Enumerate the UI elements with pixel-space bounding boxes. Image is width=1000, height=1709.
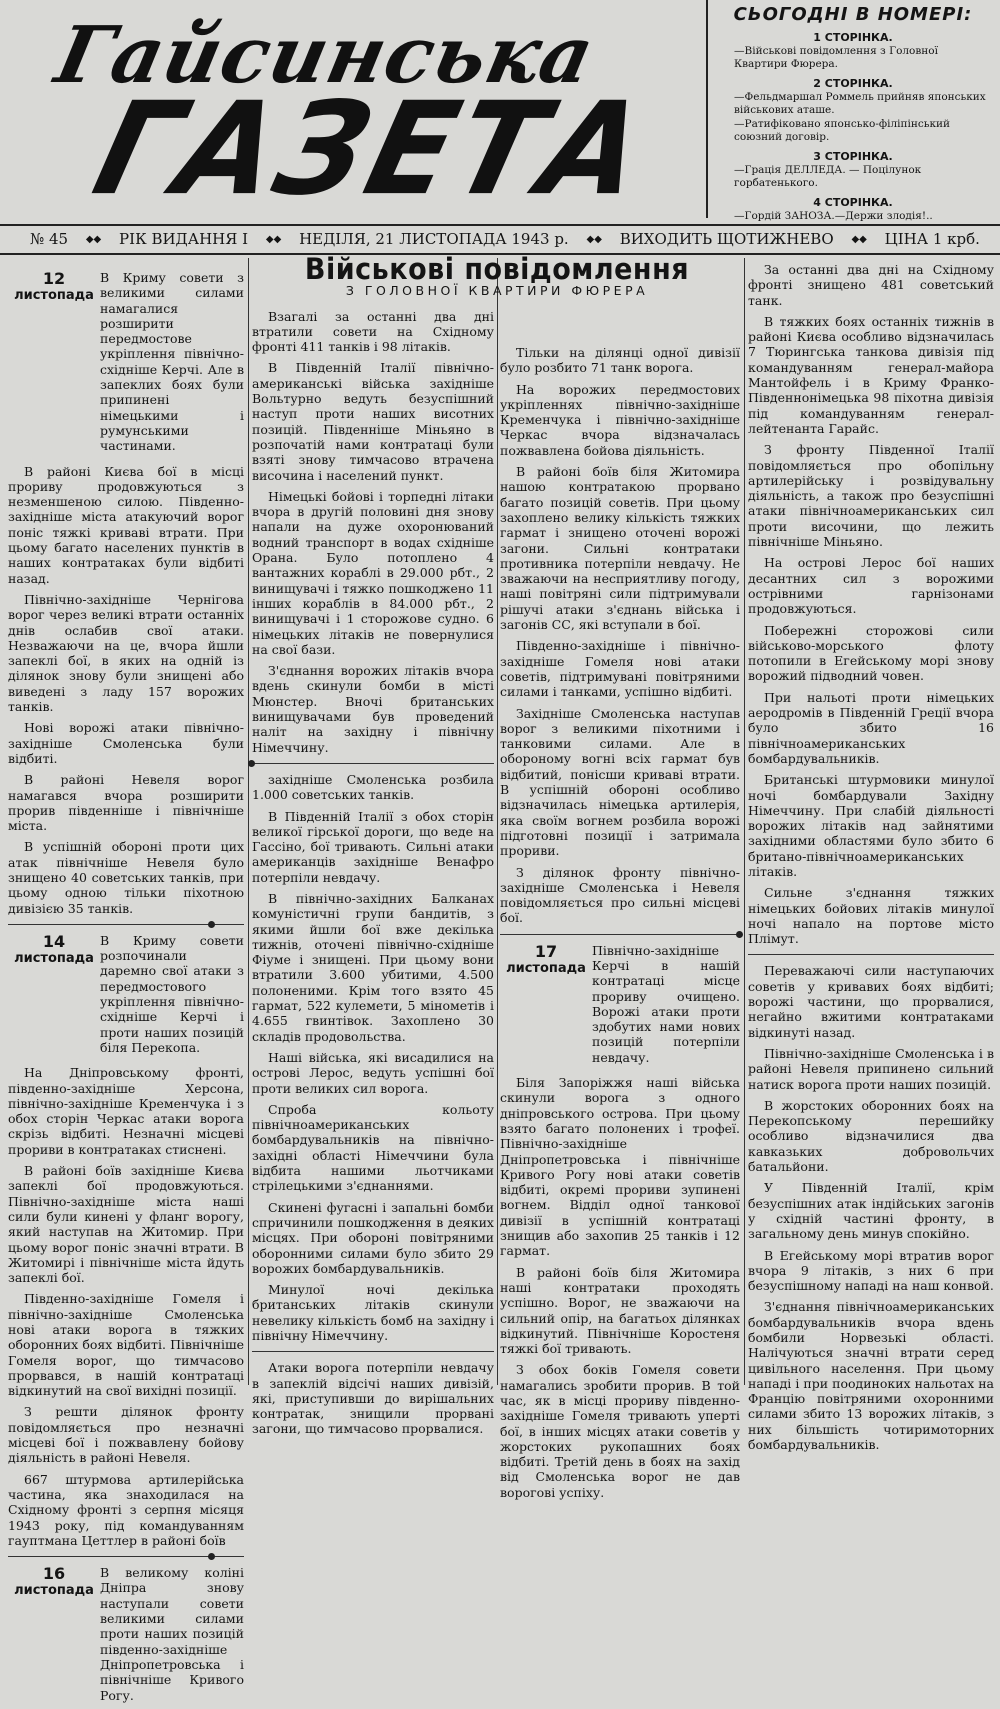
date-day: 14 bbox=[42, 931, 66, 951]
column-divider bbox=[744, 258, 745, 1385]
separator: ◆◆ bbox=[85, 233, 102, 245]
paragraph: західніше Смоленська розбила 1.000 советських танків. bbox=[252, 771, 494, 803]
article-subhead: З ГОЛОВНОЇ КВАРТИРИ ФЮРЕРА bbox=[345, 283, 649, 299]
toc-item: —Фельдмаршал Роммель прийняв японських військових аташе. bbox=[734, 91, 986, 116]
paragraph: В районі Києва бої в місці прориву продовжуються з незменшеною силою. Південно-західніше міста атакуючий ворог поніс тяжкі криваві втрати. При цьому багато населених пунктів в наших контратаках були відбиті назад. bbox=[8, 463, 244, 586]
paragraph: З'єднання північноамериканських бомбардувальників вчора вдень бомбили Норвезькі області. Налічуються значні втрати серед цивільного населення. При цьому нападі і при поодиноких нальотах на Францію повітряними охоронними силами збито 13 ворожих літаків, з них більшість чотиримоторних бомбардувальників. bbox=[748, 1299, 994, 1453]
paragraph: З фронту Південної Італії повідомляється про обопільну артилерійську і розвідувальну діяльність, а також про безуспішні атаки північноамериканських сил проти височини, що лежить північніше Міньяно. bbox=[748, 442, 994, 550]
toc-item: —Ратифіковано японсько-філіпінський союзний договір. bbox=[734, 118, 951, 143]
date-label bbox=[8, 1565, 100, 1709]
paragraph: В великому коліні Дніпра знову наступали совети великими силами проти наших позицій південно-західніше Дніпропетровська і північніше Кривого Рогу. bbox=[100, 1565, 244, 1703]
date-day: 16 bbox=[42, 1564, 66, 1584]
paragraph: Побережні сторожові сили військово-морського флоту потопили в Егейському морі знову ворожий підводний човен. bbox=[748, 622, 994, 684]
paragraph: На ворожих передмостових укріпленнях північно-західніше Кременчука і північно-західніше Черкас вчора відзначалась пожвавлена бойова діяльність. bbox=[500, 381, 740, 458]
paragraph: В тяжких боях останніх тижнів в районі Києва особливо відзначилась 7 Тюрингська танкова дивізія під командуванням генерал-майора Мантойфель і в Криму Франко-Південнонімецька 98 піхотна дивізія під командуванням генерал-лейтенанта Гарайс. bbox=[748, 313, 994, 436]
publication-frequency: ВИХОДИТЬ ЩОТИЖНЕВО bbox=[619, 230, 834, 248]
paragraph: Наші війська, які висадилися на острові Лерос, ведуть успішні бої проти великих сил ворога. bbox=[252, 1049, 494, 1096]
date-day: 17 bbox=[534, 941, 558, 961]
paragraph: Скинені фугасні і запальні бомби спричинили пошкодження в деяких місцях. При обороні повітряними оборонними силами було збито 29 ворожих бомбардувальників. bbox=[252, 1199, 494, 1276]
toc-page-label: 2 СТОРІНКА. bbox=[813, 77, 893, 90]
section-divider bbox=[252, 1351, 494, 1352]
paragraph: На острові Лерос бої наших десантних сил з ворожими острівними гарнізонами продовжуються. bbox=[748, 555, 994, 617]
issue-price: ЦІНА 1 крб. bbox=[884, 230, 980, 248]
paragraph: З ділянок фронту північно-західніше Смоленська і Невеля повідомляється про сильні місцеві бої. bbox=[500, 864, 740, 926]
paragraph: В Південній Італії з обох сторін великої гірської дороги, що веде на Гассіно, бої тривають. Сильні атаки американців західніше Венафро потерпіли невдачу. bbox=[252, 808, 494, 885]
date-label bbox=[8, 270, 100, 460]
paragraph: Сильне з'єднання тяжких німецьких бойових літаків минулої ночі напало на портове місто Плімут. bbox=[748, 885, 994, 947]
date-entry-17 bbox=[500, 943, 740, 1071]
masthead bbox=[30, 0, 710, 222]
paragraph: В районі боїв західніше Києва запеклі бої продовжуються. Північно-західніше міста наші сили були кинені у фланг ворогу, який наступав на Житомир. При цьому ворог поніс значні втрати. В Житомирі і північніше міста йдуть запеклі бої. bbox=[8, 1163, 244, 1286]
section-divider bbox=[8, 1556, 244, 1557]
paragraph: Західніше Смоленська наступав ворог з великими піхотними і танковими силами. Але в обороному вогні всіх гармат був відбитий, понісши криваві втрати. В успішній обороні особливо відзначилась німецька артилерія, яка своїм вогнем розбила ворожі підготовні позиції і затримала прориви. bbox=[500, 705, 740, 859]
paragraph: Південно-західніше Гомеля і північно-західніше Смоленська нові атаки ворога в тяжких оборонних боях відбиті. Північніше Гомеля ворог, що тимчасово прорвався, в нашій контратаці відкинутий на свої вихідні позиції. bbox=[8, 1291, 244, 1399]
paragraph: Німецькі бойові і торпедні літаки вчора в другій половині дня знову напали на дуже охоронюваний водний транспорт в водах східніше Орана. Було потоплено 4 вантажних кораблі в 29.000 рбт., 2 винищувачі і тяжко пошкоджено 11 інших кораблів в 84.000 рбт., 2 винищувачі і 1 сторожове судно. 6 німецьких літаків не повернулися на свої бази. bbox=[252, 488, 494, 657]
toc-page-label: 1 СТОРІНКА. bbox=[813, 31, 893, 44]
paragraph: За останні два дні на Східному фронті знищено 481 советський танк. bbox=[748, 262, 994, 308]
paragraph: В районі Невеля ворог намагався вчора розширити прорив південніше і північніше міста. bbox=[8, 772, 244, 834]
paragraph: Взагалі за останні два дні втратили совети на Східному фронті 411 танків і 98 літаків. bbox=[252, 308, 494, 355]
separator: ◆◆ bbox=[851, 233, 867, 245]
paragraph: В жорстоких оборонних боях на Перекопському перешийку особливо відзначилися два кавказьких добровольчих батальйони. bbox=[748, 1097, 994, 1175]
date-entry-14 bbox=[8, 933, 244, 1061]
publication-year: РІК ВИДАННЯ І bbox=[119, 230, 249, 248]
paragraph: З решти ділянок фронту повідомляється про незначні місцеві бої і пожвавлену бойову діяльність в районі Невеля. bbox=[8, 1404, 244, 1466]
date-label bbox=[8, 933, 100, 1061]
date-month: листопада bbox=[14, 1583, 94, 1599]
issue-info-bar bbox=[30, 228, 980, 250]
paragraph: З'єднання ворожих літаків вчора вдень скинули бомби в місті Мюнстер. Вночі британських винищувачами був проведений наліт на західну і північну Німеччину. bbox=[252, 663, 494, 755]
masthead-title-line2: ГАЗЕТА bbox=[81, 74, 663, 224]
article-headline: Військові повідомлення bbox=[304, 252, 690, 287]
paragraph: З обох боків Гомеля совети намагались зробити прорив. В той час, як в місці прориву південно-західніше Гомеля тривають уперті бої, в інших місцях атаки советів у жорстоких рукопашних боях відбиті. Третій день в боях на захід від Смоленська ворог не дав ворогові успіху. bbox=[500, 1362, 740, 1500]
paragraph: В Криму совети розпочинали даремно свої атаки з передмостового укріплення північно-східніше Керчі і проти наших позицій біля Перекопа. bbox=[100, 932, 244, 1055]
toc-page-label: 3 СТОРІНКА. bbox=[813, 150, 893, 163]
paragraph: Британські штурмовики минулої ночі бомбардували Західну Німеччину. При слабій діяльності ворожих літаків над зайнятими західними областями було збито 6 британо-північноамериканських літаків. bbox=[748, 772, 994, 879]
paragraph: В районі боїв біля Житомира наші контратаки проходять успішно. Ворог, не зважаючи на сильний опір, на багатьох ділянках відкинутий. Північніше Коростеня тяжкі бої тривають. bbox=[500, 1264, 740, 1357]
issue-date: НЕДІЛЯ, 21 ЛИСТОПАДА 1943 р. bbox=[299, 230, 569, 248]
paragraph: Минулої ночі декілька британських літаків скинули невелику кількість бомб на західну і північну Німеччину. bbox=[252, 1282, 494, 1343]
column-3 bbox=[500, 345, 740, 1500]
column-4 bbox=[748, 262, 994, 1453]
contents-title: СЬОГОДНІ В НОМЕРІ: bbox=[733, 4, 973, 25]
date-entry-16 bbox=[8, 1565, 244, 1709]
date-entry-12 bbox=[8, 270, 244, 460]
separator: ◆◆ bbox=[586, 233, 602, 245]
paragraph: В Криму совети з великими силами намагалися розширити передмостове укріплення північно-східніше Керчі. Але в запеклих боях були припинені німецькими і румунськими частинами. bbox=[100, 270, 244, 454]
top-rule bbox=[0, 224, 1000, 226]
paragraph: В успішній обороні проти цих атак північніше Невеля було знищено 40 советських танків, при цьому одною тільки піхотною дивізією 35 танків. bbox=[8, 839, 244, 916]
issue-number: № 45 bbox=[30, 230, 69, 248]
paragraph: Біля Запоріжжя наші війська скинули ворога з одного дніпровського острова. При цьому взято багато полонених і трофеї. Північно-західніше Дніпропетровська і північніше Кривого Рогу нові атаки советів відбиті, окремі прориви зупинені вогнем. Відділ одної танкової дивізії в успішній контратаці знищив або захопив 25 танків і 12 гармат. bbox=[500, 1075, 740, 1259]
paragraph: В районі боїв біля Житомира нашою контратакою прорвано багато позицій советів. При цьому захоплено велику кількість тяжких гармат і знищено оточені ворожі загони. Сильні контратаки противника потерпіли невдачу. Не зважаючи на несприятливу погоду, наші повітряні сили підтримували рішучі атаки з'єднань війська і загонів СС, які вступали в бої. bbox=[500, 464, 740, 633]
date-label bbox=[500, 943, 592, 1071]
separator: ◆◆ bbox=[265, 233, 282, 245]
paragraph: В Егейському морі втратив ворог вчора 9 літаків, з них 6 при безуспішному нападі на наш конвой. bbox=[748, 1247, 994, 1294]
toc-item: —Грація ДЕЛЛЕДА. — Поцілунок горбатенького. bbox=[734, 164, 922, 189]
paragraph: Північно-західніше Смоленська і в районі Невеля припинено сильний натиск ворога проти наших позицій. bbox=[748, 1045, 994, 1092]
section-divider bbox=[748, 954, 994, 955]
toc-item: —Гордій ЗАНОЗА.—Держи злодія!.. bbox=[734, 210, 933, 222]
column-divider bbox=[248, 258, 249, 1385]
table-of-contents bbox=[706, 0, 998, 222]
paragraph: 667 штурмова артилерійська частина, яка знаходилася на Східному фронті з серпня місяця 1943 року, під командуванням гауптмана Цеттлер в районі боїв bbox=[8, 1471, 244, 1548]
paragraph: Спроба кольоту північноамериканських бомбардувальників на північно-західні області Німеччини була відбита нашими льотчиками стрілецькими з'єднаннями. bbox=[252, 1101, 494, 1194]
paragraph: Нові ворожі атаки північно-західніше Смоленська були відбиті. bbox=[8, 720, 244, 766]
masthead-title-line1: Гайсинська bbox=[48, 10, 603, 101]
paragraph: Північно-західніше Керчі в нашій контратаці місце прориву очищено. Ворожі атаки проти здобутих нами нових позицій потерпіли невдачу. bbox=[592, 942, 740, 1065]
paragraph: На Дніпровському фронті, південно-західніше Херсона, північно-західніше Кременчука і з обох сторін Черкас атаки ворога скрізь відбиті. Незначні місцеві прориви в контратаках стиснені. bbox=[8, 1065, 244, 1157]
paragraph: При нальоті проти німецьких аеродромів в Південній Греції вчора було збито 16 північноамериканських бомбардувальників. bbox=[748, 689, 994, 766]
toc-page-label: 4 СТОРІНКА. bbox=[813, 196, 893, 209]
date-day: 12 bbox=[42, 269, 66, 288]
paragraph: Північно-західніше Чернігова ворог через великі втрати останніх днів ослабив свої атаки. Незважаючи на це, вчора йшли запеклі бої, в яких на одній із ділянок знову були знищені або виведені з ладу 157 ворожих танків. bbox=[8, 591, 244, 715]
paragraph: Переважаючі сили наступаючих советів у кривавих боях відбиті; ворожі частини, що прорвалися, негайно вжитими контратаками відкинуті назад. bbox=[748, 963, 994, 1040]
column-1 bbox=[8, 262, 244, 1703]
date-month: листопада bbox=[14, 950, 94, 966]
section-divider bbox=[500, 934, 740, 935]
toc-item: —Військові повідомлення з Головної Квартири Фюрера. bbox=[734, 45, 938, 70]
paragraph: Південно-західніше і північно-західніше Гомеля нові атаки советів, підтримувані повітряними силами і танками, успішно відбиті. bbox=[500, 638, 740, 700]
column-2-body bbox=[252, 309, 494, 1437]
paragraph: Атаки ворога потерпіли невдачу в запеклій відсічі наших дивізій, які, приступивши до вирішальних контратак, знищили прорвані загони, що тимчасово прорвалися. bbox=[252, 1360, 494, 1437]
paragraph: У Південній Італії, крім безуспішних атак індійських загонів у східній частині фронту, в загальному день минув спокійно. bbox=[748, 1180, 994, 1242]
paragraph: Тільки на ділянці одної дивізії було розбито 71 танк ворога. bbox=[500, 345, 740, 376]
section-divider bbox=[252, 763, 494, 764]
date-month: листопада bbox=[14, 288, 94, 303]
section-divider bbox=[8, 924, 244, 925]
date-month: листопада bbox=[506, 960, 586, 976]
paragraph: В північно-західних Балканах комуністичні групи бандитів, з якими йшли бої вже декілька тижнів, оточені північно-східніше Фіуме і знищені. При цьому вони втратили 3.600 убитими, 4.500 полоненими. Крім того взято 45 гармат, 522 кулемети, 5 мінометів і 4.655 гвинтівок. Захоплено 30 складів продовольства. bbox=[252, 890, 494, 1044]
paragraph: В Південній Італії північно-американські війська західніше Вольтурно ведуть безуспішний наступ проти наших висотних позицій. Південніше Міньяно в розпочатій нами контратаці були взяті знову тимчасово втрачена височина і населений пункт. bbox=[252, 360, 494, 483]
